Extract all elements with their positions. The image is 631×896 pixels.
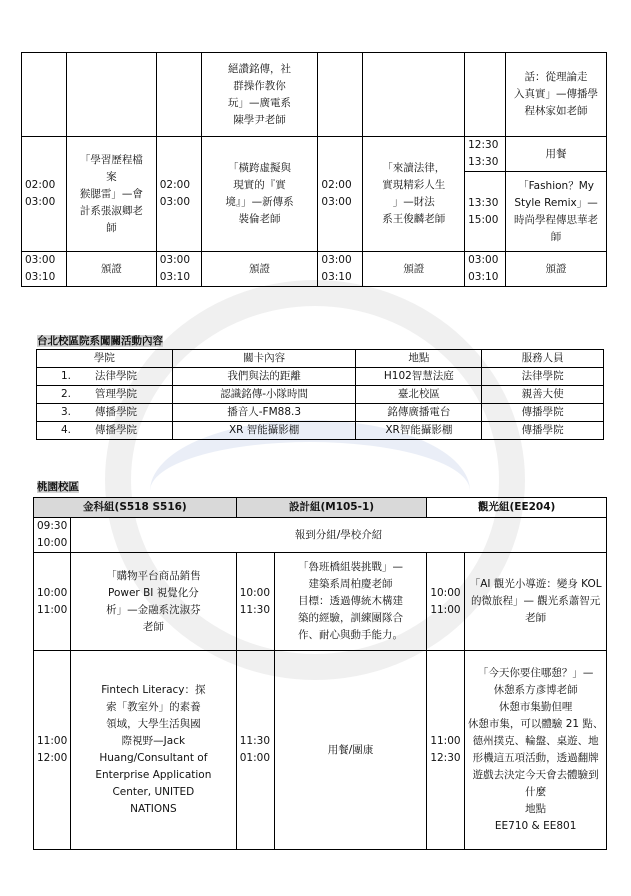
table-cell: H102智慧法庭	[356, 368, 482, 386]
session-cell: 絕讚銘傳，社 群操作教你 玩」—廣電系 陳學尹老師	[201, 53, 318, 137]
group-tourism: 觀光組(EE204)	[427, 498, 607, 518]
group-finance-tech: 金科組(S518 S516)	[34, 498, 237, 518]
table-cell: 我們與法的距離	[172, 368, 356, 386]
meal-cell: 用餐/團康	[274, 651, 427, 850]
header-college: 學院	[37, 350, 173, 368]
table-row-college: 3. 傳播學院	[37, 404, 173, 422]
time-cell: 11:30 01:00	[236, 651, 274, 850]
time-cell: 12:30 13:30	[465, 137, 506, 172]
time-cell: 10:00 11:30	[236, 553, 274, 651]
top-schedule-table	[21, 52, 607, 287]
session-cell: 「Fashion？My Style Remix」— 時尚學程傳思華老 師	[506, 172, 607, 252]
group-design: 設計組(M105-1)	[236, 498, 427, 518]
table-cell: 法律學院	[482, 368, 604, 386]
taoyuan-table	[33, 497, 607, 850]
session-cell: 「AI 觀光小導遊：變身 KOL 的微旅程」— 觀光系蕭智元 老師	[465, 553, 607, 651]
time-cell: 11:00 12:30	[427, 651, 465, 850]
time-cell: 03:00 03:10	[156, 252, 201, 287]
table-row-college: 4. 傳播學院	[37, 422, 173, 440]
time-cell: 10:00 11:00	[34, 553, 71, 651]
empty-cell	[22, 53, 67, 137]
time-cell: 02:00 03:00	[318, 137, 363, 252]
time-cell: 13:30 15:00	[465, 172, 506, 252]
meal-cell: 用餐	[506, 137, 607, 172]
time-cell: 02:00 03:00	[22, 137, 67, 252]
empty-cell	[465, 53, 506, 137]
time-cell: 10:00 11:00	[427, 553, 465, 651]
header-staff: 服務人員	[482, 350, 604, 368]
empty-cell	[66, 53, 156, 137]
time-cell: 03:00 03:10	[318, 252, 363, 287]
certificate-cell: 頒證	[363, 252, 465, 287]
table-row-college: 2. 管理學院	[37, 386, 173, 404]
registration-cell: 報到分組/學校介紹	[70, 518, 606, 553]
session-cell: 「購物平台商品銷售 Power BI 視覺化分 析」—金融系沈淑芬 老師	[70, 553, 236, 651]
header-location: 地點	[356, 350, 482, 368]
time-cell: 11:00 12:00	[34, 651, 71, 850]
time-cell: 03:00 03:10	[22, 252, 67, 287]
time-cell: 02:00 03:00	[156, 137, 201, 252]
table-cell: 播音人-FM88.3	[172, 404, 356, 422]
session-cell: 「魯班橋組裝挑戰」— 建築系周柏慶老師 目標：透過傳統木構建 築的經驗，訓練團隊合 作、耐心與動手能力。	[274, 553, 427, 651]
taipei-table	[36, 349, 604, 440]
taipei-heading: 台北校區院系闖關活動內容	[37, 335, 163, 347]
empty-cell	[156, 53, 201, 137]
table-cell: 親善大使	[482, 386, 604, 404]
session-cell: 「學習歷程檔 案 猴腮雷」—會 計系張淑卿老 師	[66, 137, 156, 252]
session-cell: 話：從理論走 入真實」—傳播學 程林家如老師	[506, 53, 607, 137]
empty-cell	[363, 53, 465, 137]
time-cell: 03:00 03:10	[465, 252, 506, 287]
table-cell: 傳播學院	[482, 404, 604, 422]
taoyuan-heading: 桃園校區	[37, 481, 79, 493]
session-cell: Fintech Literacy：探 索「教室外」的素養 領域，大學生活與國 際視野—Jack Huang/Consultant of Enterprise Application Center, UNITED NATIONS	[70, 651, 236, 850]
certificate-cell: 頒證	[506, 252, 607, 287]
time-cell: 09:30 10:00	[34, 518, 71, 553]
table-cell: 認識銘傳-小隊時間	[172, 386, 356, 404]
table-cell: XR智能攝影棚	[356, 422, 482, 440]
session-cell: 「橫跨虛擬與 現實的『實 境』」—新傳系 裝倫老師	[201, 137, 318, 252]
session-cell: 「來讀法律， 實現精彩人生 」—財法 系王俊麟老師	[363, 137, 465, 252]
table-cell: 臺北校區	[356, 386, 482, 404]
certificate-cell: 頒證	[66, 252, 156, 287]
empty-cell	[318, 53, 363, 137]
table-cell: 銘傳廣播電台	[356, 404, 482, 422]
header-content: 關卡內容	[172, 350, 356, 368]
session-cell: 「今天你要住哪憩？」— 休憩系方彥博老師 休憩市集勤但哩 休憩市集，可以體驗 21 點、 德州撲克、輪盤、桌遊、地 形機這五項活動，透過翻牌 遊戲去決定今天會去體驗到 什麼 地點 EE710 & EE801	[465, 651, 607, 850]
table-cell: XR 智能攝影棚	[172, 422, 356, 440]
table-row-college: 1. 法律學院	[37, 368, 173, 386]
certificate-cell: 頒證	[201, 252, 318, 287]
table-cell: 傳播學院	[482, 422, 604, 440]
